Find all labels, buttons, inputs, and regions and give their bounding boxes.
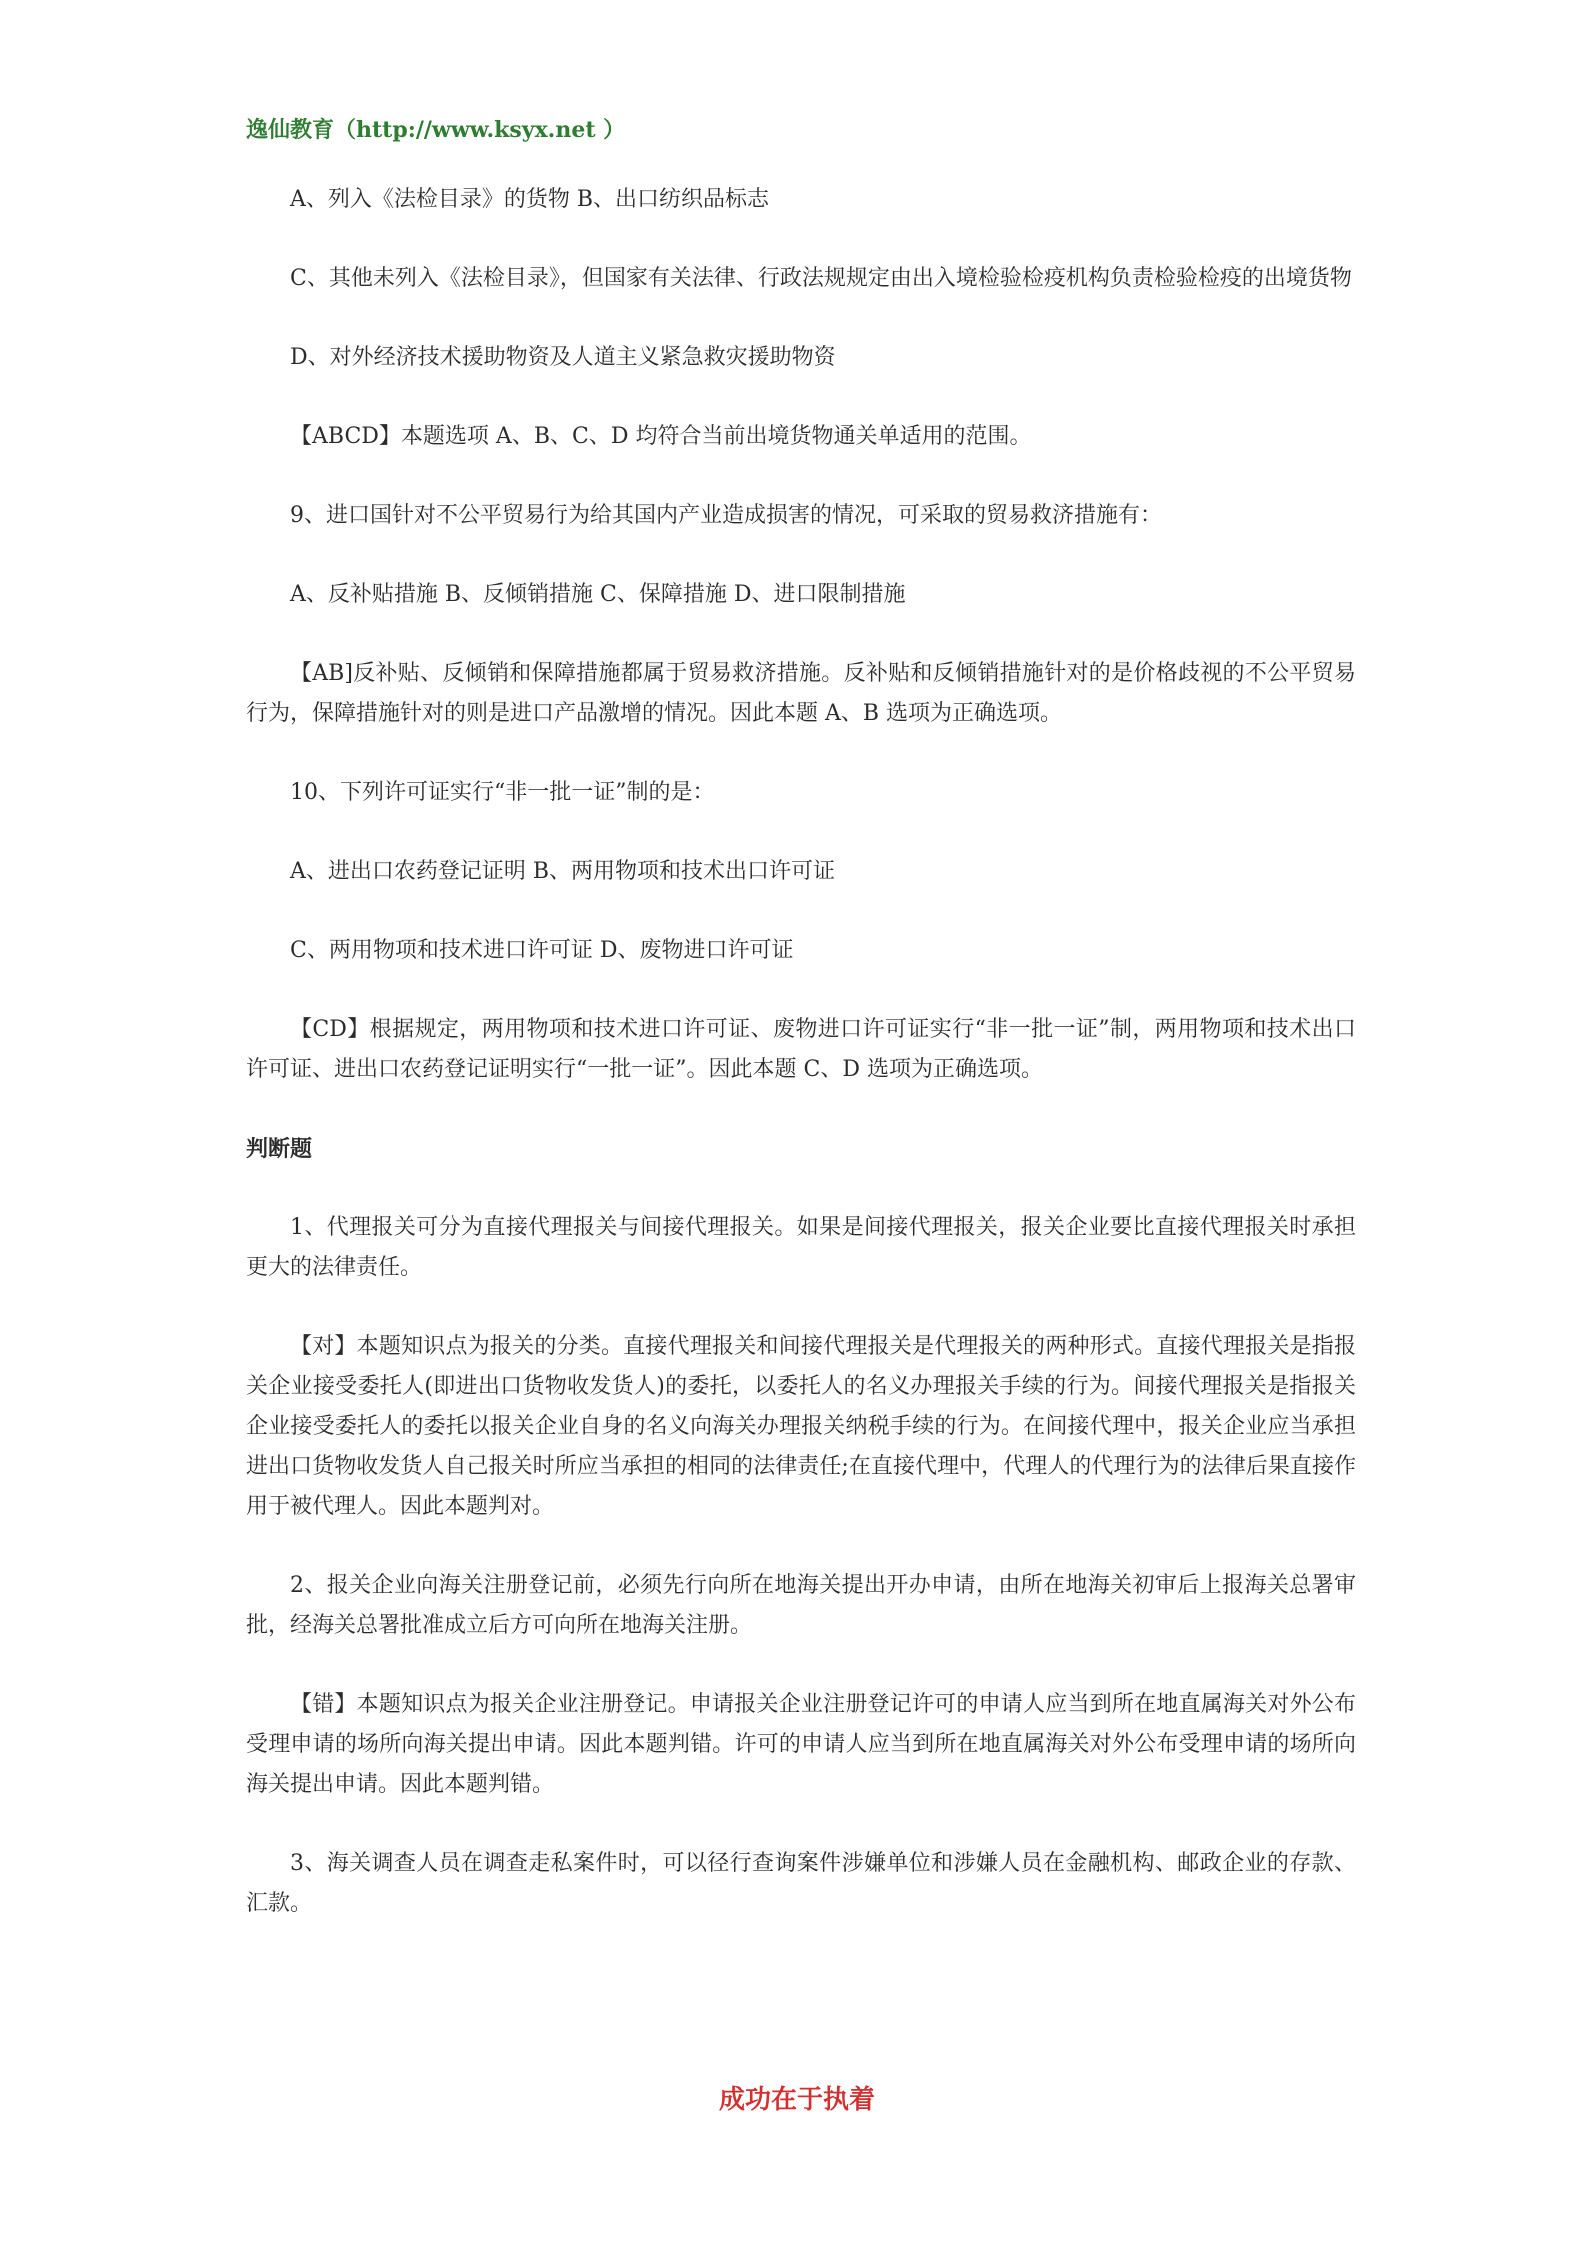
document-page xyxy=(246,112,1356,1963)
answer-9: 【AB]反补贴、反倾销和保障措施都属于贸易救济措施。反补贴和反倾销措施针对的是价格歧视的不公平贸易行为，保障措施针对的则是进口产品激增的情况。因此本题 A、B 选项为正确选项。 xyxy=(246,661,1356,726)
question-10-options-cd: C、两用物项和技术进口许可证 D、废物进口许可证 xyxy=(290,938,794,963)
section-heading: 判断题 xyxy=(246,1136,313,1162)
question-10: 10、下列许可证实行“非一批一证”制的是： xyxy=(290,780,715,805)
option-d: D、对外经济技术援助物资及人道主义紧急救灾援助物资 xyxy=(290,345,836,370)
answer-10: 【CD】根据规定，两用物项和技术进口许可证、废物进口许可证实行“非一批一证”制，两用物项和技术出口许可证、进出口农药登记证明实行“一批一证”。因此本题 C、D 选项为正确选项。 xyxy=(246,1017,1356,1082)
judgement-answer-2: 【错】本题知识点为报关企业注册登记。申请报关企业注册登记许可的申请人应当到所在地直属海关对外公布受理申请的场所向海关提出申请。因此本题判错。许可的申请人应当到所在地直属海关对外公布受理申请的场所向海关提出申请。因此本题判错。 xyxy=(246,1692,1356,1797)
judgement-question-1: 1、代理报关可分为直接代理报关与间接代理报关。如果是间接代理报关，报关企业要比直接代理报关时承担更大的法律责任。 xyxy=(246,1215,1356,1280)
question-10-options-ab: A、进出口农药登记证明 B、两用物项和技术出口许可证 xyxy=(290,859,836,884)
option-a-b: A、列入《法检目录》的货物 B、出口纺织品标志 xyxy=(290,187,770,212)
footer-slogan: 成功在于执着 xyxy=(718,2085,875,2115)
site-header: 逸仙教育（http://www.ksyx.net ） xyxy=(246,117,626,143)
judgement-question-2: 2、报关企业向海关注册登记前，必须先行向所在地海关提出开办申请，由所在地海关初审后上报海关总署审批，经海关总署批准成立后方可向所在地海关注册。 xyxy=(246,1573,1356,1638)
question-9: 9、进口国针对不公平贸易行为给其国内产业造成损害的情况，可采取的贸易救济措施有： xyxy=(290,503,1163,528)
answer-8: 【ABCD】本题选项 A、B、C、D 均符合当前出境货物通关单适用的范围。 xyxy=(290,424,1032,449)
option-c: C、其他未列入《法检目录》，但国家有关法律、行政法规规定由出入境检验检疫机构负责检验检疫的出境货物 xyxy=(290,266,1352,291)
judgement-question-3: 3、海关调查人员在调查走私案件时，可以径行查询案件涉嫌单位和涉嫌人员在金融机构、邮政企业的存款、汇款。 xyxy=(246,1851,1356,1916)
question-9-options: A、反补贴措施 B、反倾销措施 C、保障措施 D、进口限制措施 xyxy=(290,582,906,607)
judgement-answer-1: 【对】本题知识点为报关的分类。直接代理报关和间接代理报关是代理报关的两种形式。直接代理报关是指报关企业接受委托人(即进出口货物收发货人)的委托，以委托人的名义办理报关手续的行为。间接代理报关是指报关企业接受委托人的委托以报关企业自身的名义向海关办理报关纳税手续的行为。在间接代理中，报关企业应当承担进出口货物收发货人自己报关时所应当承担的相同的法律责任;在直接代理中，代理人的代理行为的法律后果直接作用于被代理人。因此本题判对。 xyxy=(246,1334,1356,1519)
